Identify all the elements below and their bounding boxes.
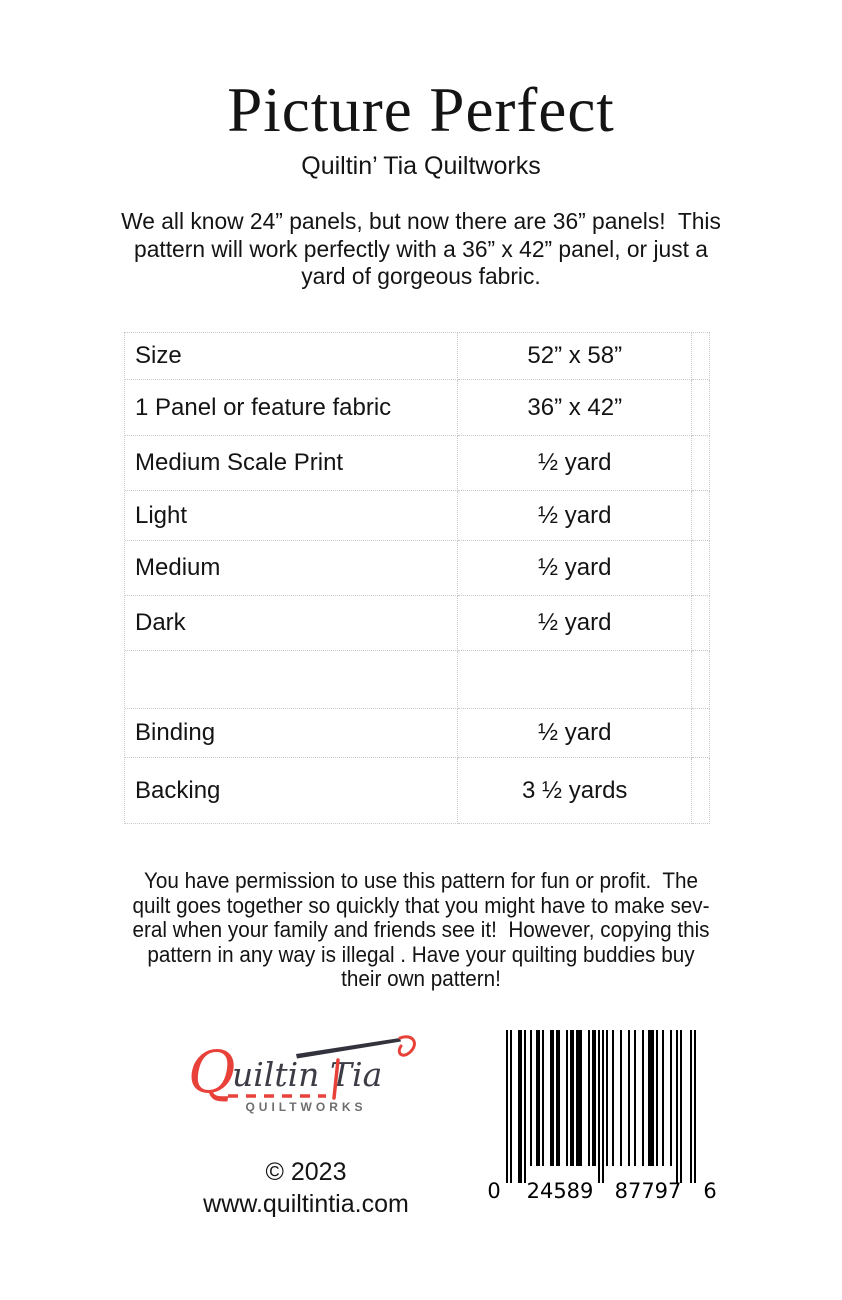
permission-line: their own pattern! [341,966,501,992]
table-row [125,758,710,824]
row-spacer [692,491,710,541]
thread-curl-icon [399,1037,414,1055]
website-text: www.quiltintia.com [203,1190,409,1218]
row-label: Medium [125,541,458,596]
intro-line: yard of gorgeous fabric. [301,263,541,289]
intro-paragraph [13,208,830,291]
row-value: 52” x 58” [458,333,692,380]
barcode-digit-group: 24589 [526,1179,594,1203]
permission-line: quilt goes together so quickly that you might have to make sev- [132,892,710,918]
logo-script-uiltin: uiltin [232,1055,320,1094]
row-value: ½ yard [458,491,692,541]
row-value: ½ yard [458,541,692,596]
row-spacer [692,380,710,436]
row-label: Size [125,333,458,380]
logo-q-letter: Q [188,1038,236,1106]
row-value: ½ yard [458,436,692,491]
row-value: 36” x 42” [458,380,692,436]
barcode-digit-group: 87797 [614,1179,682,1203]
table-row [125,380,710,436]
logo-wordmark: QUILTWORKS [245,1100,367,1114]
row-label: Dark [125,596,458,651]
row-spacer [692,333,710,380]
permission-line: eral when your family and friends see it! However, copying this [132,917,710,943]
page-title: Picture Perfect [227,75,615,145]
row-label: 1 Panel or feature fabric [125,380,458,436]
intro-line: pattern will work perfectly with a 36” x 42” panel, or just a [134,235,708,262]
row-label: Backing [125,758,458,824]
row-spacer [692,651,710,709]
row-spacer [692,436,710,491]
permission-line: pattern in any way is illegal . Have your quilting buddies buy [147,941,695,967]
row-label: Binding [125,709,458,758]
page-subtitle: Quiltin’ Tia Quiltworks [301,152,541,180]
barcode-digit-group: 0 [487,1179,501,1203]
row-spacer [692,758,710,824]
quiltin-tia-logo [188,1030,424,1108]
table-row [125,596,710,651]
table-row [125,491,710,541]
row-spacer [692,709,710,758]
row-value [458,651,692,709]
upc-barcode [482,1028,732,1204]
row-label [125,651,458,709]
row-value: ½ yard [458,596,692,651]
table-row [125,333,710,380]
materials-table [124,332,710,824]
copyright-text: © 2023 [265,1158,347,1186]
row-spacer [692,541,710,596]
row-spacer [692,596,710,651]
permission-paragraph [25,869,816,992]
intro-line: We all know 24” panels, but now there are 36” panels! This [121,208,721,234]
barcode-digit-group: 6 [703,1179,717,1203]
permission-line: You have permission to use this pattern for fun or profit. The [143,868,699,893]
row-label: Light [125,491,458,541]
logo-script-tia: Tia [330,1055,383,1094]
table-row-empty [125,651,710,709]
row-value: 3 ½ yards [458,758,692,824]
table-row [125,436,710,491]
row-label: Medium Scale Print [125,436,458,491]
table-row [125,709,710,758]
row-value: ½ yard [458,709,692,758]
barcode-bars [506,1030,696,1183]
table-row [125,541,710,596]
